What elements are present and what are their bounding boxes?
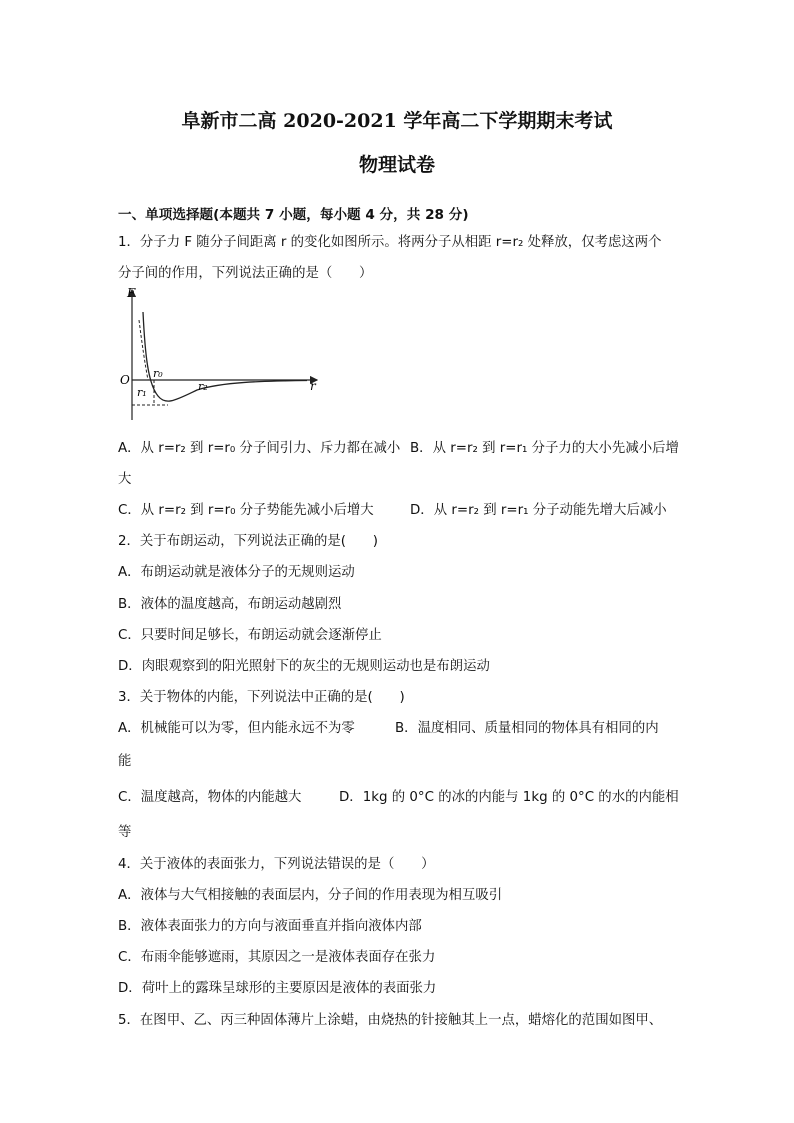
q3-option-b: B．温度相同、质量相同的物体具有相同的内 (395, 721, 659, 736)
q4-option-b: B．液体表面张力的方向与液面垂直并指向液体内部 (118, 919, 422, 934)
q2-stem: 2．关于布朗运动，下列说法正确的是( ) (118, 534, 378, 549)
exam-subtitle: 物理试卷 (358, 154, 435, 176)
q1-stem-line2: 分子间的作用，下列说法正确的是（ ） (118, 266, 373, 281)
q3-option-b-cont: 能 (118, 754, 132, 769)
q3-option-d-cont: 等 (118, 825, 132, 840)
q3-option-d: D．1kg 的 0°C 的冰的内能与 1kg 的 0°C 的水的内能相 (339, 790, 679, 805)
label-r0: r₀ (153, 367, 163, 380)
section-heading: 一、单项选择题(本题共 7 小题，每小题 4 分，共 28 分) (118, 207, 469, 223)
label-F: F (127, 286, 136, 300)
q3-option-a: A．机械能可以为零，但内能永远不为零 (118, 721, 355, 736)
q2-option-d: D．肉眼观察到的阳光照射下的灰尘的无规则运动也是布朗运动 (118, 659, 490, 674)
q3-option-c: C．温度越高，物体的内能越大 (118, 790, 302, 805)
q2-option-a: A．布朗运动就是液体分子的无规则运动 (118, 565, 355, 580)
force-curve (143, 312, 307, 401)
exam-title: 阜新市二高 2020-2021 学年高二下学期期末考试 (181, 110, 613, 132)
q1-option-d: D．从 r=r₂ 到 r=r₁ 分子动能先增大后减小 (410, 503, 667, 518)
label-r: r (310, 379, 316, 393)
q4-stem: 4．关于液体的表面张力，下列说法错误的是（ ） (118, 857, 435, 872)
label-O: O (120, 373, 130, 387)
q1-option-b: B．从 r=r₂ 到 r=r₁ 分子力的大小先减小后增 (410, 441, 679, 456)
q4-option-a: A．液体与大气相接触的表面层内，分子间的作用表现为相互吸引 (118, 888, 503, 903)
q1-option-b-cont: 大 (118, 472, 132, 487)
q1-stem-line1: 1．分子力 F 随分子间距离 r 的变化如图所示。将两分子从相距 r=r₂ 处释放，仅考虑这两个 (118, 235, 662, 250)
q3-stem: 3．关于物体的内能，下列说法中正确的是( ) (118, 690, 405, 705)
q1-force-distance-figure (112, 284, 332, 424)
q5-stem-line1: 5．在图甲、乙、丙三种固体薄片上涂蜡，由烧热的针接触其上一点，蜡熔化的范围如图甲、 (118, 1013, 663, 1028)
q2-option-b: B．液体的温度越高，布朗运动越剧烈 (118, 597, 342, 612)
q1-option-c: C．从 r=r₂ 到 r=r₀ 分子势能先减小后增大 (118, 503, 374, 518)
q1-option-a: A．从 r=r₂ 到 r=r₀ 分子间引力、斥力都在减小 (118, 441, 401, 456)
q4-option-d: D．荷叶上的露珠呈球形的主要原因是液体的表面张力 (118, 981, 437, 996)
label-r2: r₂ (198, 380, 208, 393)
q4-option-c: C．布雨伞能够遮雨，其原因之一是液体表面存在张力 (118, 950, 436, 965)
q2-option-c: C．只要时间足够长，布朗运动就会逐渐停止 (118, 628, 382, 643)
label-r1: r₁ (137, 386, 147, 399)
